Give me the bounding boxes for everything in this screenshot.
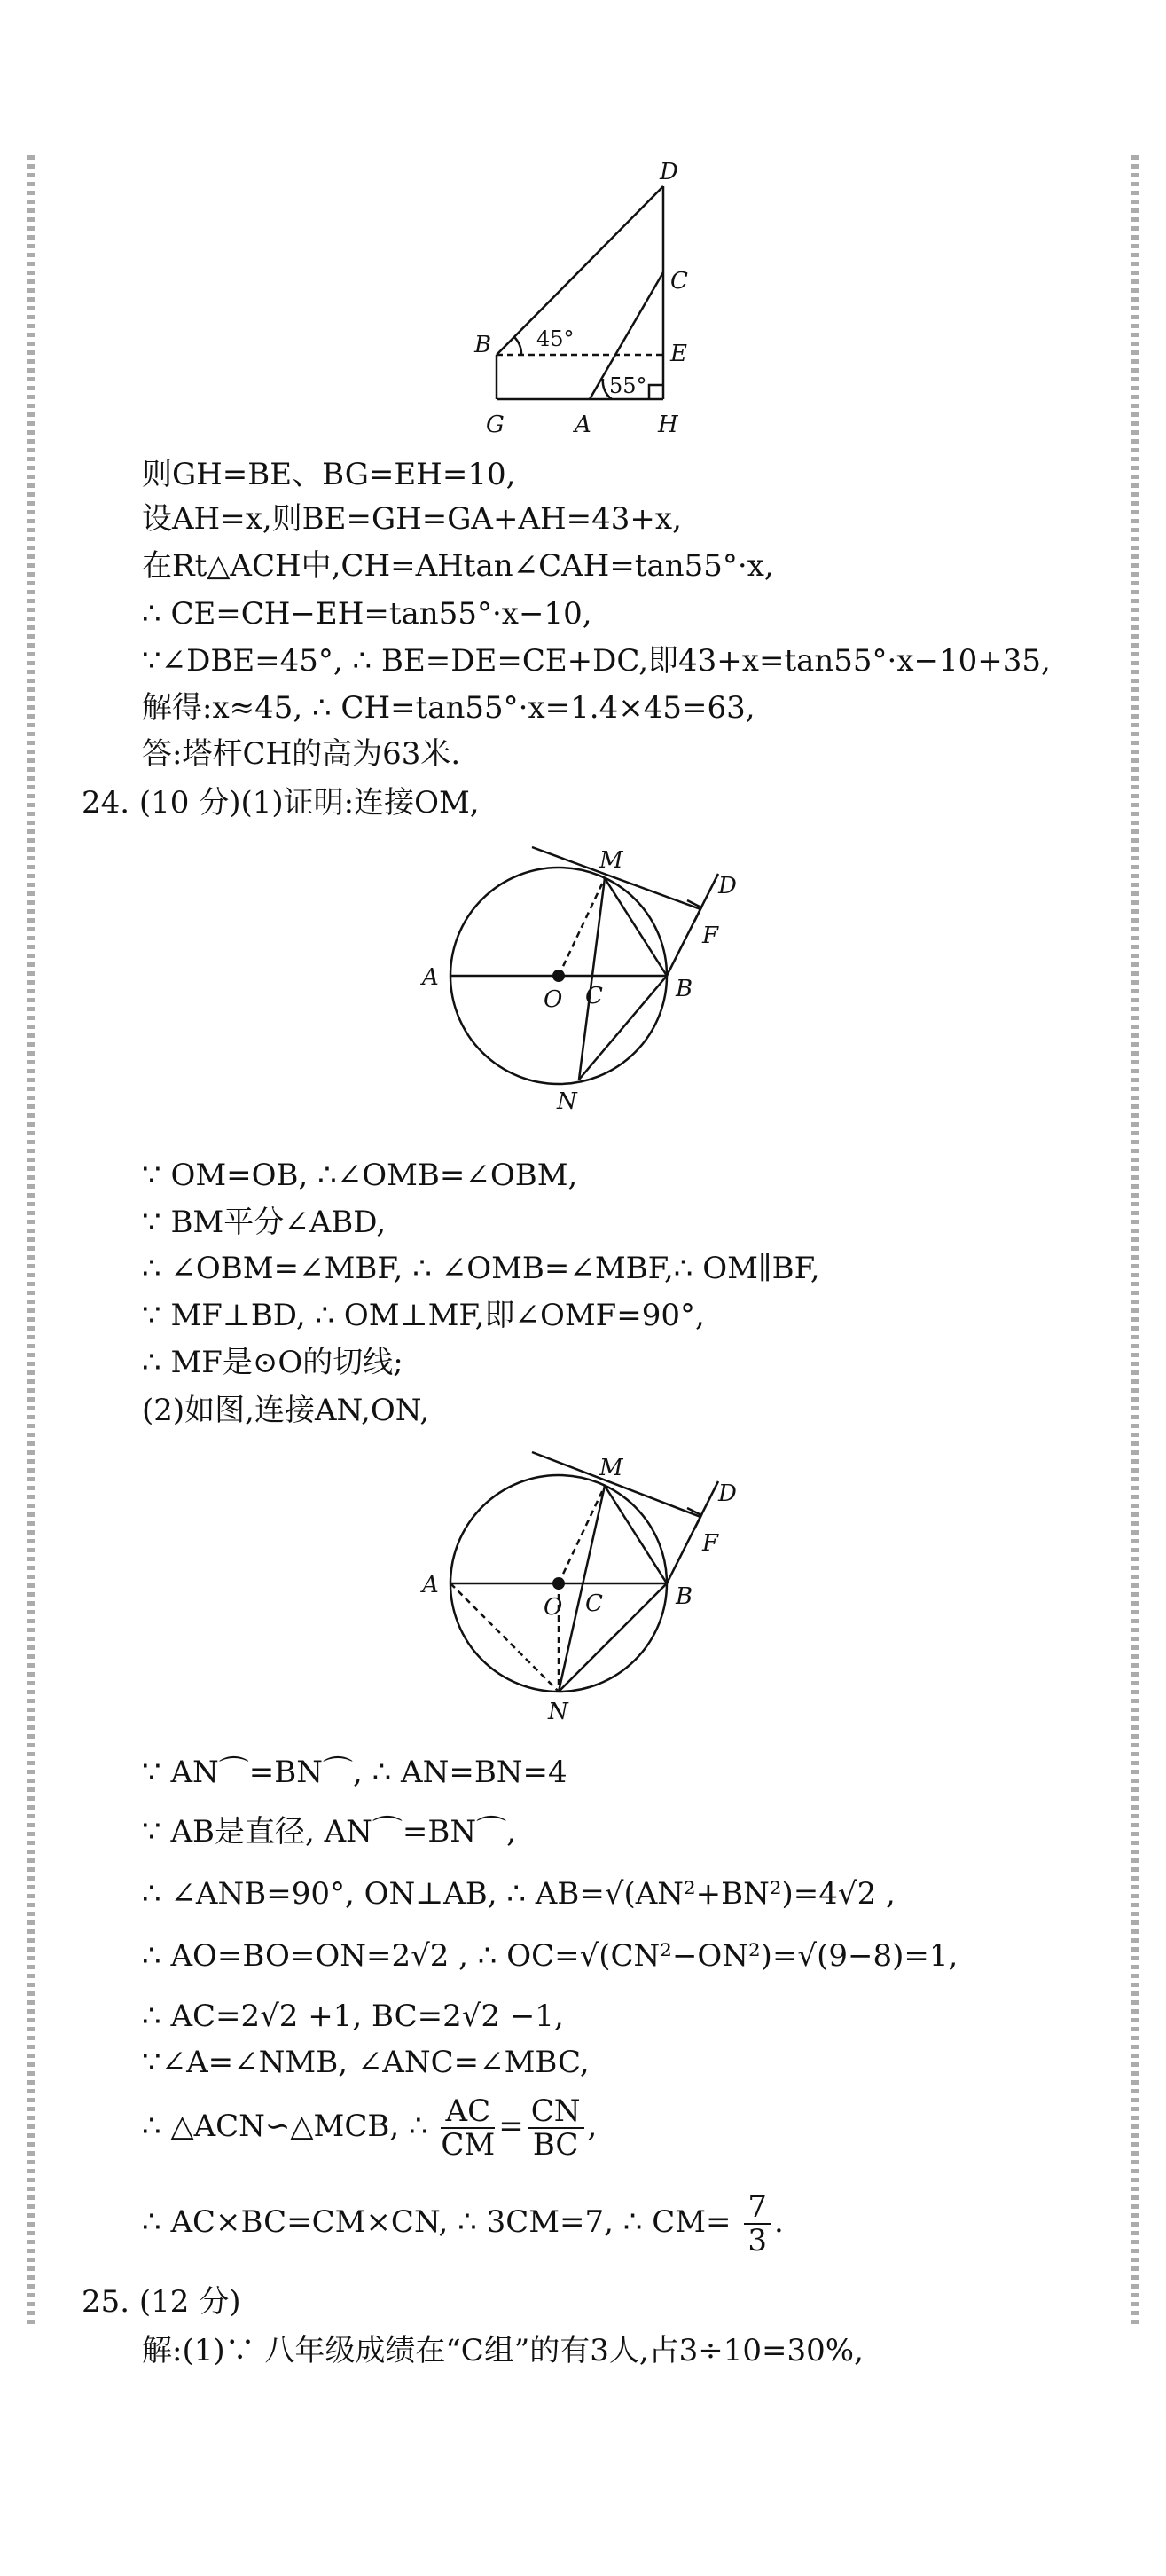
label-F: F (702, 1530, 719, 1557)
circle-diagram-2 (417, 1433, 771, 1730)
label-B: B (676, 1583, 693, 1610)
label-A: A (575, 412, 591, 438)
q23-line-2: 设AH=x,则BE=GH=GA+AH=43+x, (142, 501, 682, 537)
angle-55: 55° (609, 373, 647, 398)
label-M: M (599, 1455, 623, 1481)
q24-p1-line-3: ∴ ∠OBM=∠MBF, ∴ ∠OMB=∠MBF,∴ OM∥BF, (142, 1251, 820, 1286)
fraction-ac-cm: $\frac{AC}{CM}$ (441, 2093, 496, 2163)
label-A: A (422, 964, 439, 991)
q23-line-3: 在Rt△ACH中,CH=AHtan∠CAH=tan55°·x, (142, 548, 774, 584)
label-E: E (670, 341, 687, 367)
label-C: C (585, 983, 603, 1009)
label-O: O (544, 986, 563, 1013)
circle-diagram-1 (417, 829, 771, 1122)
tower-diagram (470, 155, 718, 448)
q23-line-6: 解得:x≈45, ∴ CH=tan55°·x=1.4×45=63, (142, 690, 755, 726)
label-B: B (676, 976, 693, 1002)
label-C: C (585, 1590, 603, 1617)
fraction-cn-bc: $\frac{CN}{BC}$ (528, 2095, 584, 2161)
label-N: N (548, 1699, 568, 1725)
q24-p2-line-6: ∵∠A=∠NMB, ∠ANC=∠MBC, (142, 2045, 590, 2080)
q24-p2-line-5: ∴ AC=2√2 +1, BC=2√2 −1, (142, 1999, 564, 2034)
q24-p1-line-4: ∵ MF⊥BD, ∴ OM⊥MF,即∠OMF=90°, (142, 1298, 705, 1333)
label-A: A (422, 1572, 439, 1598)
label-D: D (718, 1480, 737, 1507)
left-decorative-border (27, 155, 35, 2329)
similar-prefix: ∴ △ACN∽△MCB, ∴ (142, 2109, 428, 2144)
angle-45: 45° (536, 326, 575, 351)
q23-line-5: ∵∠DBE=45°, ∴ BE=DE=CE+DC,即43+x=tan55°·x−10+35, (142, 643, 1051, 679)
q24-p1-line-1: ∵ OM=OB, ∴∠OMB=∠OBM, (142, 1158, 578, 1193)
label-G: G (486, 412, 505, 438)
q24-p1-line-5: ∴ MF是⊙O的切线; (142, 1345, 403, 1380)
label-M: M (599, 847, 623, 874)
right-decorative-border (1131, 155, 1139, 2329)
label-B: B (474, 332, 492, 358)
q25-heading: 25. (12 分) (82, 2284, 241, 2320)
label-C: C (670, 268, 688, 295)
q24-p2-line-3: ∴ ∠ANB=90°, ON⊥AB, ∴ AB=√(AN²+BN²)=4√2 , (142, 1876, 896, 1912)
q24-heading: 24. (10 分)(1)证明:连接OM, (82, 785, 480, 821)
label-O: O (544, 1594, 563, 1621)
label-F: F (702, 923, 719, 949)
q24-p2-line-4: ∴ AO=BO=ON=2√2 , ∴ OC=√(CN²−ON²)=√(9−8)=1, (142, 1938, 959, 1974)
q25-line-1: 解:(1)∵ 八年级成绩在“C组”的有3人,占3÷10=30%, (142, 2333, 864, 2368)
q23-line-1: 则GH=BE、BG=EH=10, (142, 457, 516, 492)
label-D: D (660, 159, 678, 185)
fraction-7-3: $\frac{7}{3}$ (744, 2191, 771, 2257)
final-line: ∴ AC×BC=CM×CN, ∴ 3CM=7, ∴ CM= $\frac{7}{3}$ . (142, 2189, 784, 2258)
q23-line-4: ∴ CE=CH−EH=tan55°·x−10, (142, 596, 592, 632)
label-D: D (718, 873, 737, 899)
label-N: N (557, 1088, 577, 1115)
q23-line-7: 答:塔杆CH的高为63米. (142, 736, 461, 772)
q24-p2-line-1: ∵ AN⌒=BN⌒, ∴ AN=BN=4 (142, 1755, 567, 1790)
label-H: H (658, 412, 678, 438)
q24-p2-line-2: ∵ AB是直径, AN⌒=BN⌒, (142, 1814, 516, 1850)
q24-p1-line-6: (2)如图,连接AN,ON, (142, 1393, 430, 1428)
final-prefix: ∴ AC×BC=CM×CN, ∴ 3CM=7, ∴ CM= (142, 2204, 732, 2240)
q24-p1-line-2: ∵ BM平分∠ABD, (142, 1205, 387, 1240)
similar-triangles-line: ∴ △ACN∽△MCB, ∴ $\frac{AC}{CM}$ = $\frac{CN}{BC}$ , (142, 2093, 598, 2163)
